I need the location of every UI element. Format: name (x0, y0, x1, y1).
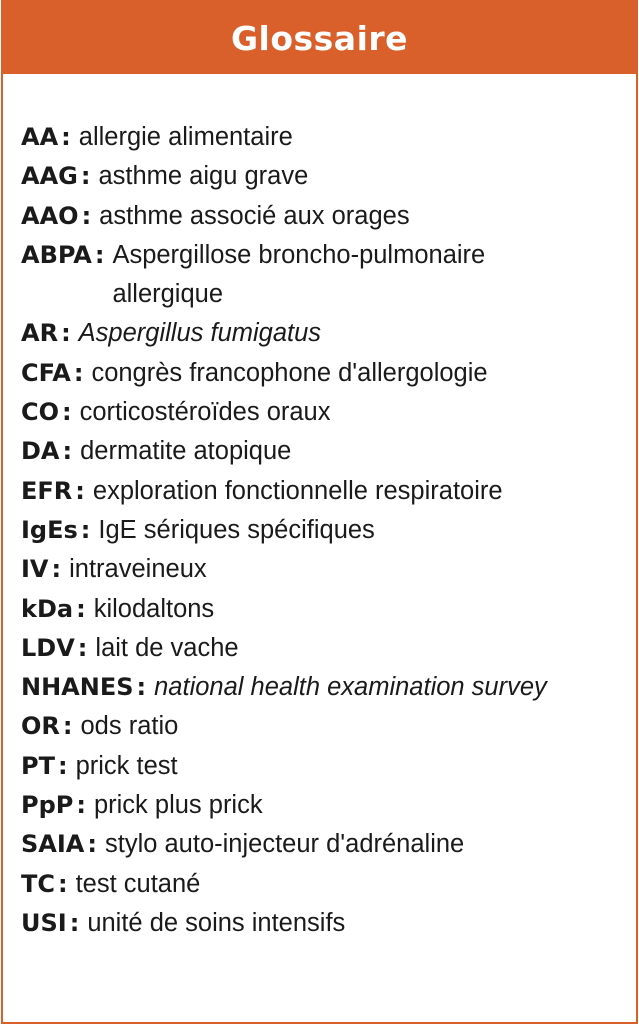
glossary-entry (21, 157, 628, 196)
glossary-colon: : (81, 201, 92, 230)
glossary-colon: : (76, 594, 86, 623)
glossary-definition: IgE sériques spécifiques (98, 515, 375, 544)
glossary-colon: : (94, 240, 105, 269)
glossary-entry (21, 393, 628, 432)
glossary-abbr: AAG (21, 162, 78, 191)
glossary-abbr: USI (21, 908, 67, 937)
glossary-definition: test cutané (75, 869, 201, 898)
glossary-definition: corticostéroïdes oraux (79, 398, 331, 427)
glossary-colon: : (62, 398, 72, 427)
glossary-abbr: AA (21, 123, 59, 151)
glossary-colon: : (62, 712, 73, 741)
glossary-colon: : (61, 123, 71, 151)
glossary-entry (21, 314, 628, 353)
glossary-entry (21, 590, 628, 629)
glossary-colon: : (57, 869, 68, 898)
glossary-definition: allergie alimentaire (78, 123, 293, 151)
glossary-definition: congrès francophone d'allergologie (91, 358, 488, 387)
glossary-abbr: CO (21, 398, 60, 427)
glossary-definition: Aspergillose broncho-pulmonaire allergique (112, 240, 486, 309)
glossary-abbr: LDV (21, 633, 75, 662)
glossary-definition: ods ratio (80, 712, 179, 741)
glossary-definition: unité de soins intensifs (87, 908, 346, 937)
glossary-definition: prick test (75, 751, 178, 780)
glossary-definition: asthme associé aux orages (99, 201, 410, 230)
glossary-colon: : (51, 555, 62, 584)
glossary-entry (21, 904, 628, 943)
glossary-colon: : (69, 908, 80, 937)
glossary-entry (21, 472, 628, 511)
glossary-definition: stylo auto-injecteur d'adrénaline (104, 830, 465, 859)
glossary-abbr: CFA (21, 358, 71, 387)
glossary-definition: lait de vache (95, 633, 239, 662)
glossary-definition: prick plus prick (93, 791, 263, 820)
glossary-abbr: OR (21, 712, 60, 741)
glossary-entry (21, 668, 628, 707)
glossary-abbr: IV (21, 555, 49, 584)
glossary-abbr: TC (21, 869, 55, 898)
glossary-abbr: IgEs (21, 515, 78, 544)
glossary-entry (21, 236, 628, 315)
glossary-colon: : (73, 358, 84, 387)
glossary-entry (21, 707, 628, 746)
glossary-entry (21, 197, 628, 236)
glossary-colon: : (136, 673, 147, 702)
glossary-entry (21, 825, 628, 864)
glossary-colon: : (80, 515, 91, 544)
glossary-colon: : (76, 791, 86, 820)
glossary-abbr: kDa (21, 594, 74, 623)
glossary-entry (21, 118, 628, 157)
glossary-entry (21, 432, 628, 471)
glossary-title: Glossaire (230, 18, 409, 58)
glossary-abbr: PT (21, 751, 55, 780)
glossary-list (21, 118, 628, 943)
glossary-definition: dermatite atopique (80, 437, 292, 466)
glossary-definition: intraveineux (69, 555, 207, 584)
glossary-header (3, 2, 636, 74)
glossary-entry (21, 786, 628, 825)
glossary-colon: : (62, 437, 73, 466)
glossary-entry (21, 747, 628, 786)
glossary-definition: kilodaltons (93, 594, 215, 623)
glossary-abbr: EFR (21, 476, 73, 505)
glossary-abbr: DA (21, 437, 60, 466)
glossary-entry (21, 550, 628, 589)
glossary-colon: : (80, 162, 91, 191)
glossary-abbr: SAIA (21, 830, 85, 859)
glossary-definition: asthme aigu grave (98, 162, 309, 191)
glossary-entry (21, 354, 628, 393)
glossary-entry (21, 511, 628, 550)
glossary-colon: : (75, 476, 85, 505)
glossary-abbr: ABPA (21, 240, 92, 269)
glossary-colon: : (61, 319, 71, 348)
glossary-entry (21, 865, 628, 904)
glossary-definition: national health examination survey (154, 673, 547, 702)
glossary-colon: : (57, 751, 68, 780)
glossary-colon: : (77, 633, 88, 662)
glossary-definition: exploration fonctionnelle respiratoire (92, 476, 503, 505)
glossary-abbr: AR (21, 319, 59, 348)
glossary-definition: Aspergillus fumigatus (78, 319, 322, 348)
glossary-box (1, 0, 638, 1024)
glossary-abbr: AAO (21, 201, 79, 230)
glossary-abbr: PpP (21, 791, 74, 820)
glossary-colon: : (87, 830, 97, 859)
glossary-entry (21, 629, 628, 668)
glossary-abbr: NHANES (21, 673, 134, 702)
